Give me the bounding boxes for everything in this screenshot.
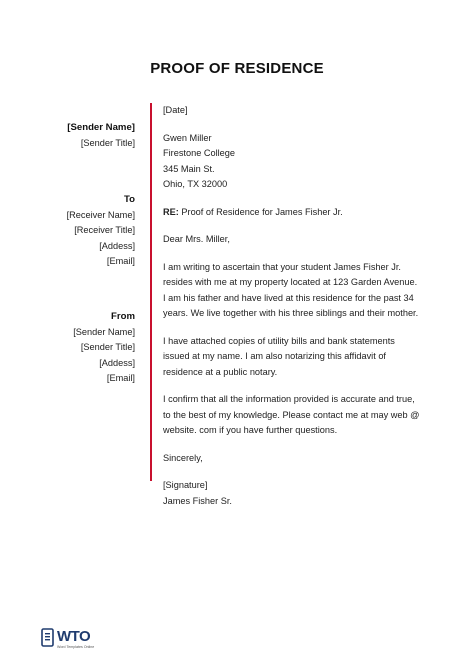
spacer	[163, 248, 448, 260]
paragraph-1	[163, 260, 448, 322]
from-sender-title: [Sender Title]	[80, 342, 135, 352]
paragraph-line: issued at my name. I am also notarizing this affidavit of	[163, 351, 386, 361]
spacer	[163, 193, 448, 205]
receiver-email: [Email]	[106, 256, 135, 266]
signature-placeholder: [Signature]	[163, 480, 208, 490]
paragraph-line: to the best of my knowledge. Please contact me at may web @	[163, 409, 420, 420]
receiver-address: [Addess]	[99, 240, 135, 251]
sender-block	[67, 120, 135, 151]
paragraph-line: resides with me at my property located at 123 Garden Avenue.	[163, 277, 418, 287]
spacer	[163, 322, 448, 334]
closing: Sincerely,	[163, 452, 203, 463]
logo-tagline: Word Templates Online	[57, 645, 95, 649]
paragraph-3	[163, 392, 448, 439]
paragraph-line: I confirm that all the information provided is accurate and true,	[163, 394, 415, 404]
from-heading: From	[111, 311, 135, 322]
sender-name: [Sender Name]	[67, 122, 135, 133]
spacer	[163, 439, 448, 451]
paragraph-line: website. com if you have further questions.	[163, 425, 338, 435]
subject-line	[163, 205, 448, 221]
receiver-title: [Receiver Title]	[74, 225, 135, 235]
recipient-line: Gwen Miller	[163, 132, 212, 143]
receiver-name: [Receiver Name]	[66, 209, 135, 220]
logo-text: WTO	[57, 628, 91, 645]
subject-text: Proof of Residence for James Fisher Jr.	[178, 206, 343, 217]
spacer	[163, 119, 448, 131]
paragraph-2	[163, 334, 448, 381]
subject-label: RE:	[163, 206, 179, 217]
paragraph-line: years. We live together with his three siblings and their mother.	[163, 308, 419, 318]
paragraph-line: I am his father and have lived at this residence for the past 34	[163, 292, 414, 303]
recipient-address	[163, 131, 448, 193]
spacer	[163, 380, 448, 392]
from-address: [Addess]	[99, 357, 135, 368]
to-heading: To	[123, 194, 135, 205]
from-sender-name: [Sender Name]	[73, 326, 135, 337]
page-title: PROOF OF RESIDENCE	[150, 60, 324, 77]
spacer	[163, 466, 448, 478]
recipient-line: Ohio, TX 32000	[163, 179, 228, 189]
to-block	[67, 192, 135, 270]
vertical-divider	[150, 103, 152, 481]
paragraph-line: I have attached copies of utility bills and bank statements	[163, 335, 395, 346]
paragraph-line: I am writing to ascertain that your student James Fisher Jr.	[163, 261, 401, 272]
recipient-line: Firestone College	[163, 148, 236, 158]
recipient-line: 345 Main St.	[163, 163, 215, 174]
letter-date: [Date]	[163, 105, 188, 115]
from-email: [Email]	[106, 373, 135, 383]
paragraph-line: residence at a public notary.	[163, 366, 278, 377]
from-block	[73, 309, 135, 387]
letter-body	[163, 103, 448, 509]
spacer	[163, 220, 448, 232]
sender-title: [Sender Title]	[80, 137, 135, 148]
document-icon	[40, 628, 56, 648]
signer-name: James Fisher Sr.	[163, 495, 232, 506]
salutation: Dear Mrs. Miller,	[163, 234, 230, 244]
footer-logo	[40, 628, 100, 652]
